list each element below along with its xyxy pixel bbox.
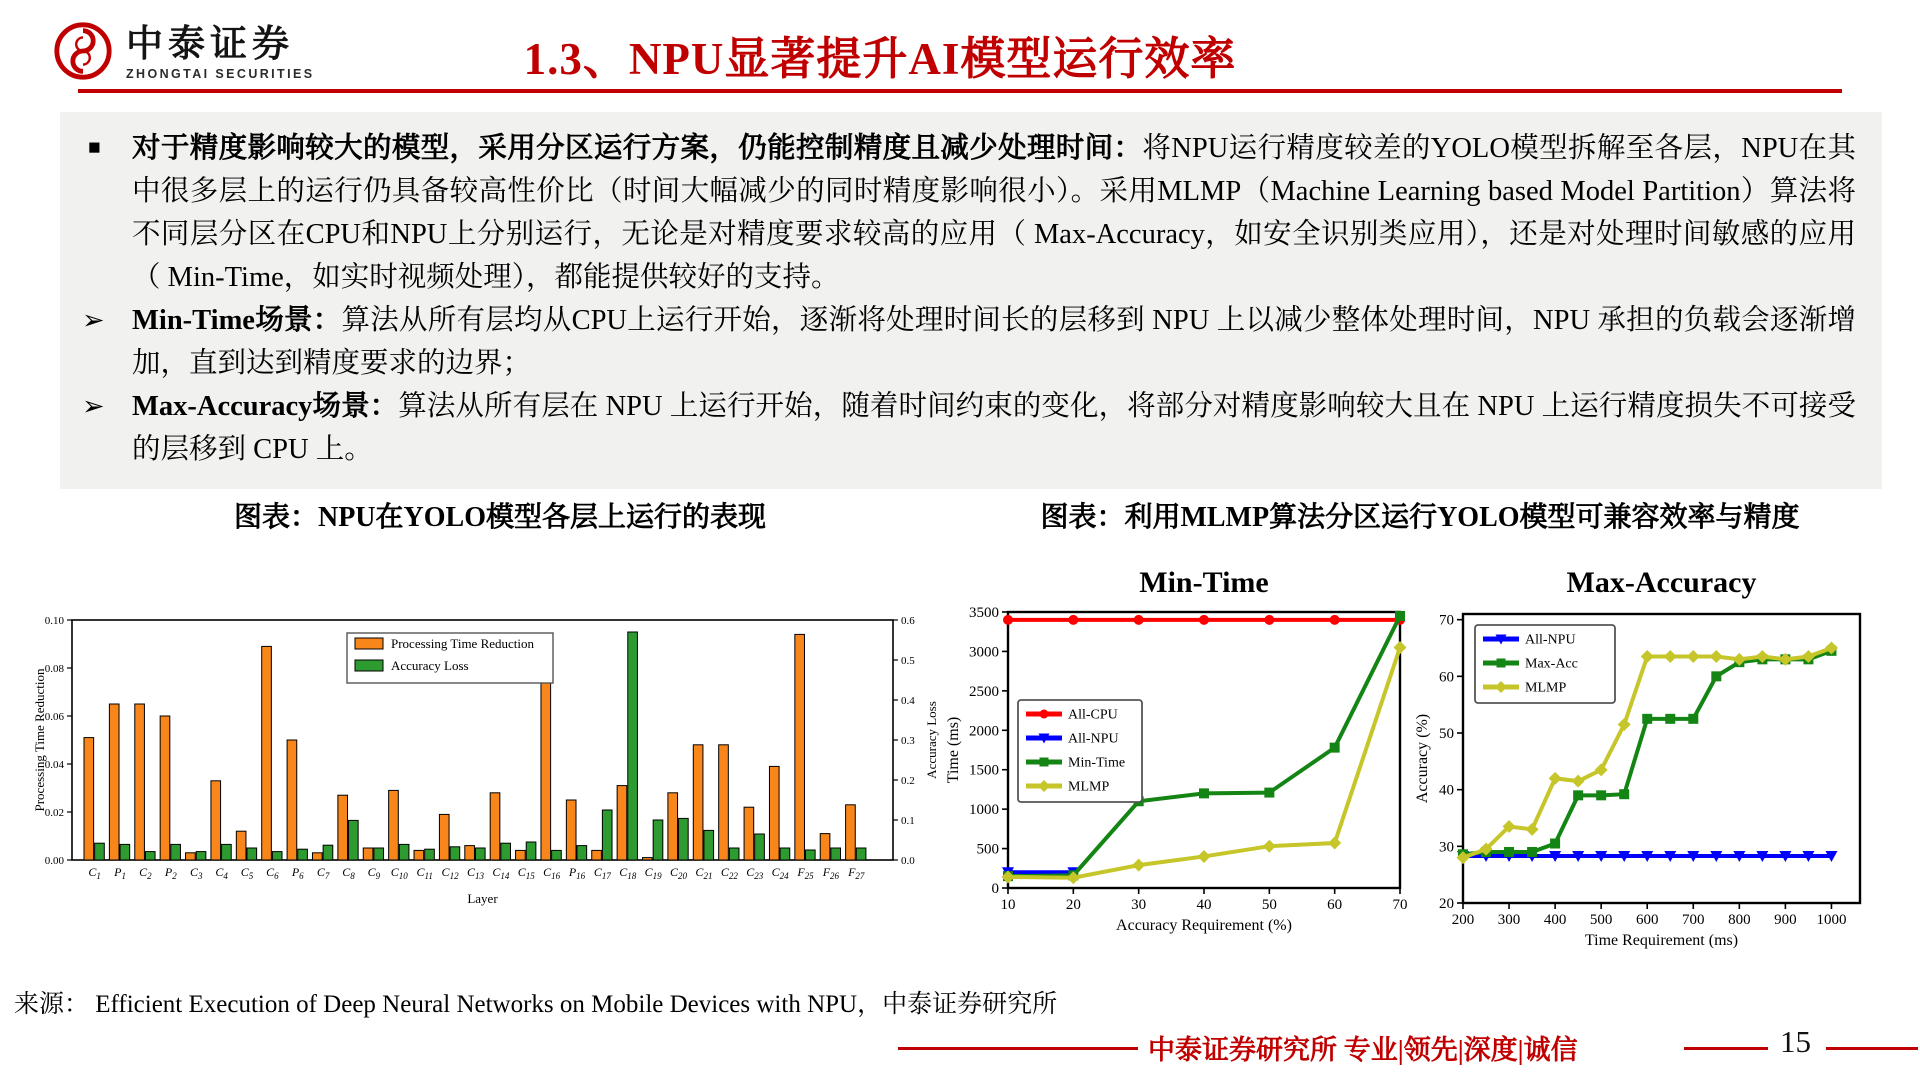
footer-slogan: 中泰证券研究所 专业|领先|深度|诚信 [1148, 1035, 1578, 1065]
svg-text:All-NPU: All-NPU [1525, 632, 1576, 648]
svg-text:C8: $C_8$ [342, 865, 355, 881]
svg-text:30: 30 [1131, 897, 1147, 913]
svg-text:700: 700 [1682, 912, 1705, 928]
svg-text:F27: $F_{27}$ [848, 865, 865, 881]
svg-text:MLMP: MLMP [1068, 779, 1110, 795]
svg-text:0.1: 0.1 [901, 815, 915, 827]
svg-text:200: 200 [1451, 912, 1475, 928]
svg-text:C4: $C_4$ [215, 865, 228, 881]
svg-text:Time (ms): Time (ms) [945, 716, 962, 784]
svg-text:0.10: 0.10 [44, 615, 64, 627]
svg-text:0.6: 0.6 [901, 615, 915, 627]
bullet-item [80, 299, 1856, 385]
logo-title: 中泰证券 [126, 23, 294, 65]
svg-text:Accuracy Loss: Accuracy Loss [391, 658, 469, 673]
page-title: 1.3、NPU显著提升AI模型运行效率 [523, 34, 1237, 84]
svg-text:Min-Time: Min-Time [1139, 566, 1269, 599]
svg-text:2500: 2500 [969, 683, 999, 700]
arrow-bullet-icon: ➢ [82, 305, 105, 335]
max-accuracy-chart [1413, 548, 1895, 960]
svg-text:C17: $C_{17}$ [593, 865, 611, 881]
footer-divider [898, 1047, 1138, 1050]
footer-divider [1684, 1047, 1768, 1050]
svg-text:C14: $C_{14}$ [492, 865, 510, 881]
logo-subtitle: ZHONGTAI SECURITIES [126, 67, 315, 82]
svg-text:C12: $C_{12}$ [441, 865, 459, 881]
svg-text:C11: $C_{11}$ [416, 865, 433, 881]
bullet-text: 将NPU运行精度较差的YOLO模型拆解至各层，NPU在其中很多层上的运行仍具备较高性价比（时间大幅减少的同时精度影响很小）。采用MLMP（Machine Learning based Model Partition）算法将不同层分区在CPU和NPU上分别运行，无论是对精度要求较高的应用（ Max-Accuracy，如安全识别类应用），还是对处理时间敏感的应用（ Min-Time，如实时视频处理），都能提供较好的支持。 [132, 133, 1856, 293]
svg-text:C24: $C_{24}$ [771, 865, 789, 881]
svg-text:0.00: 0.00 [44, 855, 64, 867]
svg-text:P16: $P_{16}$ [568, 865, 586, 881]
svg-text:C23: $C_{23}$ [746, 865, 764, 881]
svg-text:C21: $C_{21}$ [695, 865, 713, 881]
bar-chart-npu-yolo-layers [30, 555, 950, 940]
square-bullet-icon: ■ [88, 135, 101, 159]
page-number: 15 [1780, 1024, 1811, 1059]
svg-text:0.4: 0.4 [901, 695, 915, 707]
svg-text:70: 70 [1392, 897, 1408, 913]
svg-text:1000: 1000 [1816, 912, 1847, 928]
bullet-bold-lead: 对于精度影响较大的模型，采用分区运行方案，仍能控制精度且减少处理时间： [132, 133, 1143, 164]
svg-text:60: 60 [1439, 669, 1454, 686]
svg-text:0.3: 0.3 [901, 735, 915, 747]
caption-left-chart: 图表：NPU在YOLO模型各层上运行的表现 [233, 502, 766, 533]
svg-text:0.02: 0.02 [44, 807, 64, 819]
svg-text:900: 900 [1774, 912, 1797, 928]
min-time-chart [940, 548, 1420, 960]
svg-text:Accuracy (%): Accuracy (%) [1414, 713, 1431, 804]
svg-text:C16: $C_{16}$ [543, 865, 561, 881]
svg-text:All-CPU: All-CPU [1068, 707, 1118, 723]
npu-yolo-layer-bar-chart [30, 555, 950, 940]
svg-text:Min-Time: Min-Time [1068, 755, 1126, 771]
svg-text:3500: 3500 [969, 605, 999, 621]
svg-text:1500: 1500 [969, 762, 999, 779]
svg-text:Max-Acc: Max-Acc [1525, 656, 1578, 672]
svg-text:70: 70 [1439, 612, 1454, 629]
svg-text:0.2: 0.2 [901, 775, 915, 787]
zhongtai-logo-icon [52, 20, 114, 87]
svg-text:0: 0 [991, 881, 999, 897]
svg-text:500: 500 [1589, 912, 1613, 928]
svg-text:C22: $C_{22}$ [720, 865, 738, 881]
svg-text:30: 30 [1439, 839, 1454, 856]
svg-text:Processing Time Reduction: Processing Time Reduction [32, 668, 47, 812]
source-note: 来源： Efficient Execution of Deep Neural Networks on Mobile Devices with NPU，中泰证券研究所 [14, 991, 1058, 1018]
svg-text:C15: $C_{15}$ [517, 865, 535, 881]
svg-text:MLMP: MLMP [1525, 680, 1567, 696]
svg-text:20: 20 [1065, 897, 1081, 913]
svg-text:P2: $P_2$ [164, 865, 177, 881]
min-time-line-chart [940, 548, 1420, 960]
svg-text:C20: $C_{20}$ [670, 865, 688, 881]
svg-text:C9: $C_9$ [367, 865, 381, 881]
bullet-bold-lead: Max-Accuracy场景： [132, 391, 399, 422]
svg-text:All-NPU: All-NPU [1068, 731, 1119, 747]
svg-text:Processing Time Reduction: Processing Time Reduction [391, 636, 535, 651]
svg-text:0.08: 0.08 [44, 663, 64, 675]
svg-text:C19: $C_{19}$ [644, 865, 662, 881]
svg-text:C6: $C_6$ [266, 865, 279, 881]
arrow-bullet-icon: ➢ [82, 391, 105, 421]
svg-text:Accuracy Loss: Accuracy Loss [924, 701, 939, 779]
svg-text:600: 600 [1635, 912, 1659, 928]
svg-text:C10: $C_{10}$ [390, 865, 408, 881]
svg-text:C1: $C_1$ [88, 865, 101, 881]
svg-text:3000: 3000 [969, 644, 999, 661]
svg-text:2000: 2000 [969, 723, 999, 740]
title-underline [78, 89, 1842, 93]
bullet-bold-lead: Min-Time场景： [132, 305, 342, 336]
svg-text:C2: $C_2$ [139, 865, 152, 881]
content-box [60, 112, 1882, 489]
svg-text:0.5: 0.5 [901, 655, 915, 667]
svg-text:0.0: 0.0 [901, 855, 915, 867]
footer-divider [1826, 1047, 1918, 1050]
svg-text:60: 60 [1327, 897, 1343, 913]
bullet-text: 算法从所有层均从CPU上运行开始，逐渐将处理时间长的层移到 NPU 上以减少整体处理时间，NPU 承担的负载会逐渐增加，直到达到精度要求的边界； [132, 305, 1856, 379]
caption-right-chart: 图表：利用MLMP算法分区运行YOLO模型可兼容效率与精度 [1040, 502, 1800, 533]
svg-text:1000: 1000 [969, 802, 999, 819]
svg-text:50: 50 [1261, 897, 1277, 913]
svg-text:C18: $C_{18}$ [619, 865, 637, 881]
svg-text:300: 300 [1497, 912, 1521, 928]
svg-text:40: 40 [1196, 897, 1212, 913]
svg-text:C7: $C_7$ [316, 865, 330, 881]
svg-text:C13: $C_{13}$ [466, 865, 484, 881]
svg-text:Max-Accuracy: Max-Accuracy [1566, 566, 1757, 599]
svg-text:50: 50 [1439, 726, 1454, 742]
svg-text:20: 20 [1439, 896, 1454, 912]
svg-text:40: 40 [1439, 782, 1454, 799]
svg-text:0.04: 0.04 [44, 759, 64, 771]
svg-text:F25: $F_{25}$ [797, 865, 814, 881]
svg-text:500: 500 [976, 841, 999, 858]
svg-text:Layer: Layer [467, 891, 498, 906]
svg-text:0.06: 0.06 [44, 711, 64, 723]
svg-text:F26: $F_{26}$ [822, 865, 840, 881]
bullet-item [80, 385, 1856, 471]
svg-text:Time Requirement (ms): Time Requirement (ms) [1584, 932, 1739, 949]
svg-text:Accuracy Requirement (%): Accuracy Requirement (%) [1116, 917, 1292, 934]
svg-text:C5: $C_5$ [240, 865, 254, 881]
max-accuracy-line-chart [1413, 548, 1895, 960]
svg-text:400: 400 [1543, 912, 1567, 928]
svg-text:800: 800 [1728, 912, 1751, 928]
bullet-text: 算法从所有层在 NPU 上运行开始，随着时间约束的变化，将部分对精度影响较大且在 NPU 上运行精度损失不可接受的层移到 CPU 上。 [132, 391, 1856, 465]
svg-text:C3: $C_3$ [189, 865, 203, 881]
bullet-item [80, 127, 1856, 299]
svg-text:10: 10 [1000, 897, 1016, 913]
svg-text:P6: $P_6$ [291, 865, 304, 881]
svg-text:P1: $P_1$ [114, 865, 126, 881]
